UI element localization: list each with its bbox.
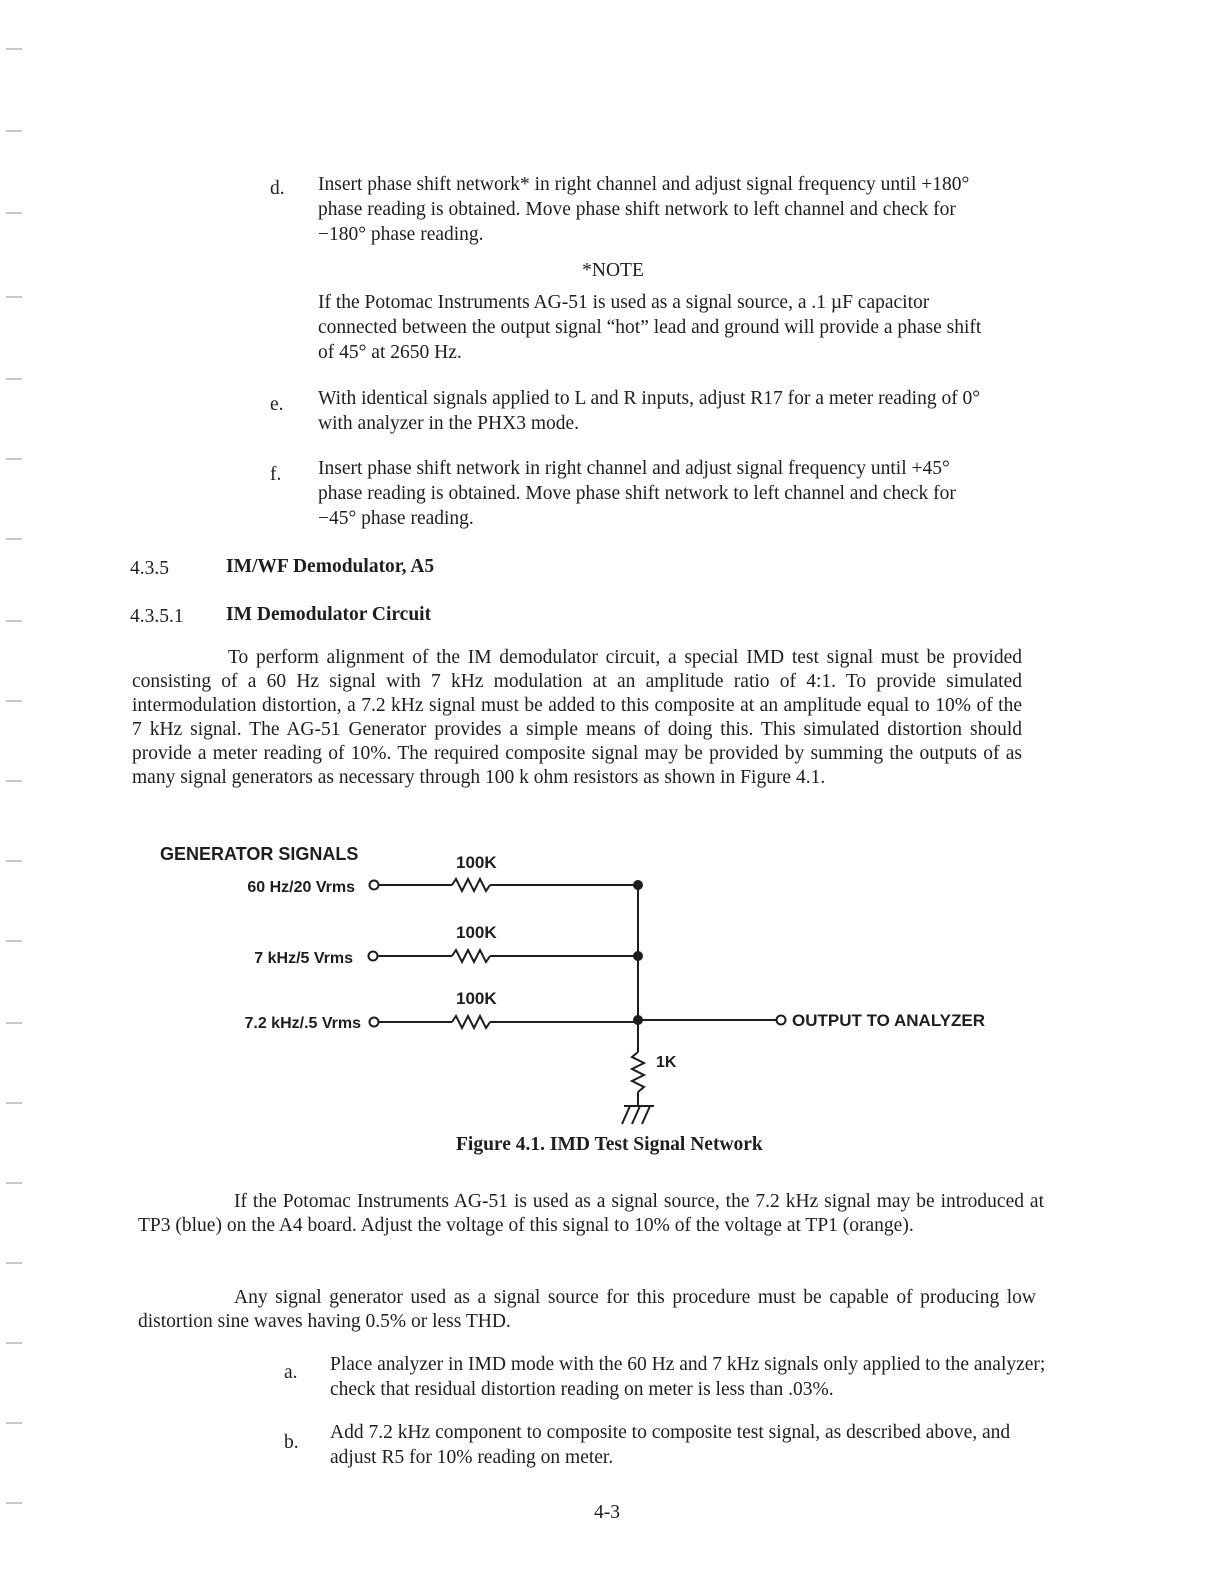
resistor-1 xyxy=(452,879,490,891)
junction-dot-1 xyxy=(633,880,643,890)
step-b-text: Add 7.2 kHz component to composite to composite test signal, as described above, and adjust R5 for 10% reading on meter. xyxy=(330,1422,1011,1468)
resistor-load xyxy=(632,1052,644,1092)
section-title: IM/WF Demodulator, A5 xyxy=(226,556,435,577)
output-terminal xyxy=(777,1016,786,1025)
output-label: OUTPUT TO ANALYZER xyxy=(792,1011,985,1030)
step-f-text: Insert phase shift network in right channel and adjust signal frequency until +45° phase reading is obtained. Move phase shift network to left channel and check for −45° phase reading. xyxy=(318,458,956,529)
subsection-title: IM Demodulator Circuit xyxy=(226,604,432,625)
input-label-2: 7 kHz/5 Vrms xyxy=(254,950,353,967)
resistor-2 xyxy=(452,950,490,962)
page-number: 4-3 xyxy=(594,1502,620,1523)
intro-paragraph xyxy=(132,646,1022,790)
note-text: If the Potomac Instruments AG-51 is used as a signal source, a .1 µF capacitor connected between the output signal “hot” lead and ground will provide a phase shift of 45° at 2650 Hz. xyxy=(318,292,982,363)
input-label-1: 60 Hz/20 Vrms xyxy=(247,879,355,896)
figure-caption: Figure 4.1. IMD Test Signal Network xyxy=(456,1134,763,1155)
edge-marks xyxy=(0,0,24,1584)
resistor-label-1: 100K xyxy=(456,853,497,872)
generator-paragraph-text: Any signal generator used as a signal source for this procedure must be capable of producing low distortion sine waves having 0.5% or less THD. xyxy=(138,1287,1036,1332)
input-terminal-1 xyxy=(370,881,379,890)
subsection-number: 4.3.5.1 xyxy=(130,606,184,627)
input-terminal-2 xyxy=(369,952,378,961)
intro-paragraph-text: To perform alignment of the IM demodulator circuit, a special IMD test signal must be provided consisting of a 60 Hz signal with 7 kHz modulation at an amplitude ratio of 4:1. To provide simulated intermodulation distortion, a 7.2 kHz signal must be added to this composite at an amplitude equal to 10% of the 7 kHz signal. The AG-51 Generator provides a simple means of doing this. This simulated distortion should provide a meter reading of 10%. The required composite signal may be provided by summing the outputs of as many signal generators as necessary through 100 k ohm resistors as shown in Figure 4.1. xyxy=(132,647,1022,788)
imd-test-network-diagram xyxy=(0,830,1224,1130)
section-number: 4.3.5 xyxy=(130,558,169,579)
junction-dot-2 xyxy=(633,951,643,961)
input-terminal-3 xyxy=(370,1018,379,1027)
step-e-text: With identical signals applied to L and R inputs, adjust R17 for a meter reading of 0° with analyzer in the PHX3 mode. xyxy=(318,388,981,434)
step-a-text: Place analyzer in IMD mode with the 60 Hz and 7 kHz signals only applied to the analyzer; check that residual distortion reading on meter is less than .03%. xyxy=(330,1354,1046,1400)
resistor-label-3: 100K xyxy=(456,989,497,1008)
step-d-text: Insert phase shift network* in right channel and adjust signal frequency until +180° phase reading is obtained. Move phase shift network to left channel and check for −180° phase reading. xyxy=(318,174,970,245)
generator-paragraph xyxy=(138,1286,1036,1334)
ag51-paragraph-text: If the Potomac Instruments AG-51 is used as a signal source, the 7.2 kHz signal may be introduced at TP3 (blue) on the A4 board. Adjust the voltage of this signal to 10% of the voltage at TP1 (orange). xyxy=(138,1191,1044,1236)
note-title: *NOTE xyxy=(582,260,644,281)
step-e-letter: e. xyxy=(270,394,284,415)
resistor-3 xyxy=(452,1016,490,1028)
input-label-3: 7.2 kHz/.5 Vrms xyxy=(244,1015,361,1032)
ag51-paragraph xyxy=(138,1190,1044,1238)
step-a-letter: a. xyxy=(284,1362,298,1383)
junction-dot-3 xyxy=(633,1015,643,1025)
step-b-letter: b. xyxy=(284,1432,299,1453)
step-d-letter: d. xyxy=(270,178,285,199)
load-resistor-label: 1K xyxy=(656,1054,677,1071)
generator-signals-header: GENERATOR SIGNALS xyxy=(160,844,359,864)
resistor-label-2: 100K xyxy=(456,923,497,942)
step-f-letter: f. xyxy=(270,464,282,485)
